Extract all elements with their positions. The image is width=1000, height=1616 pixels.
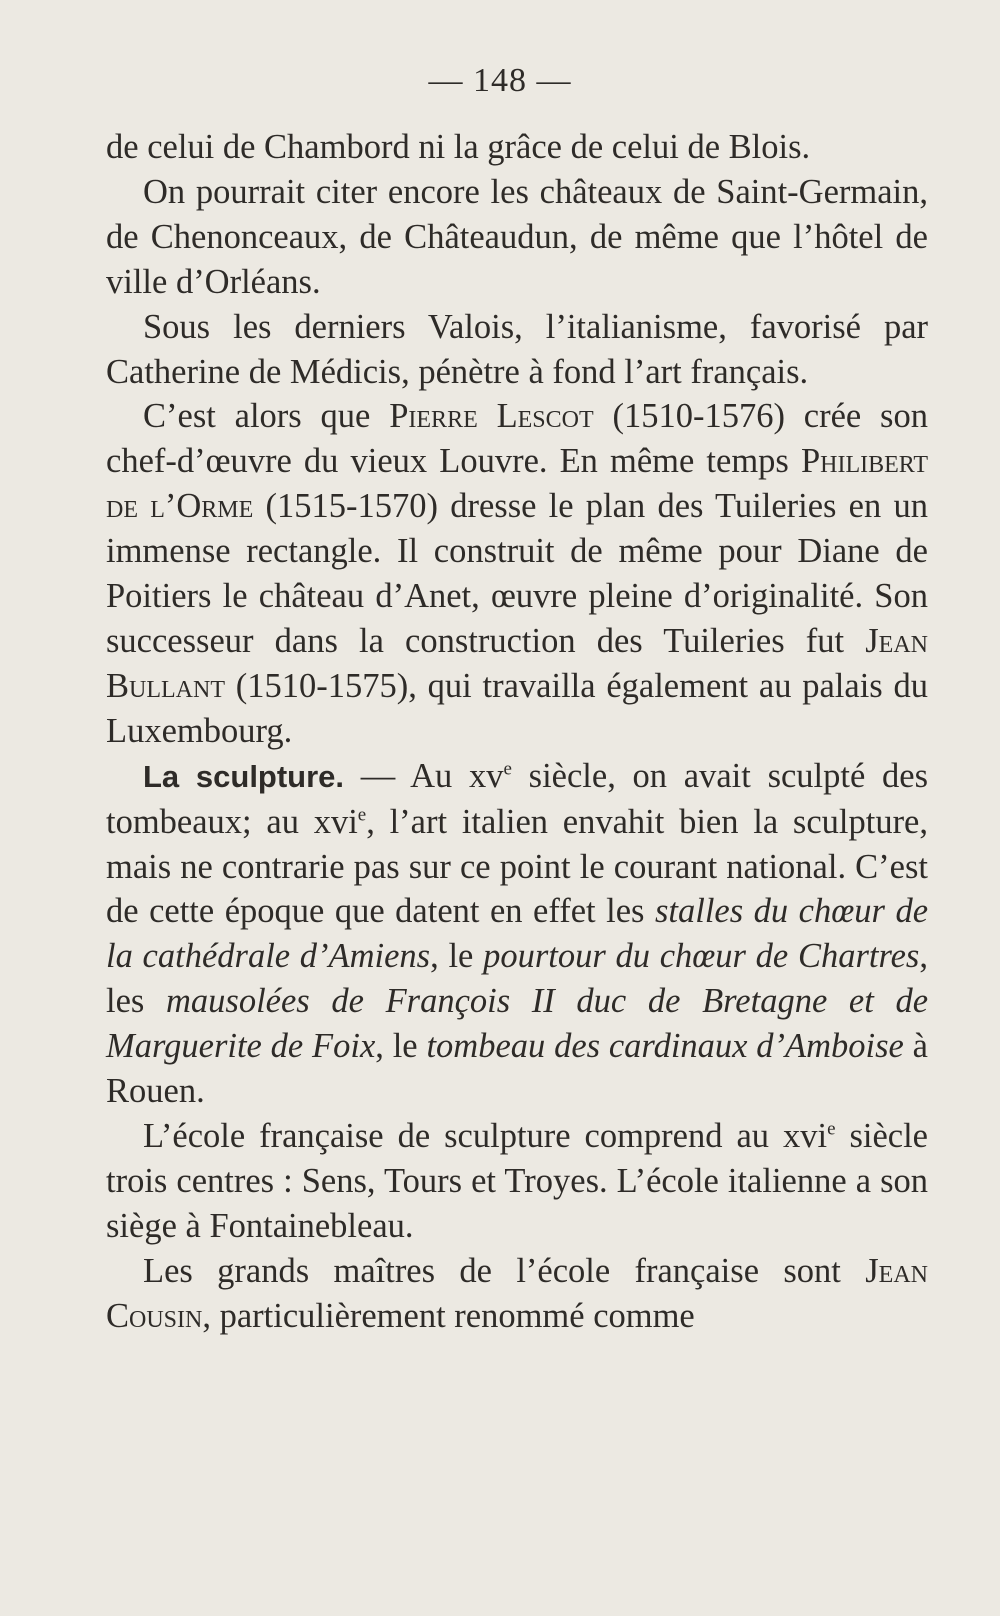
paragraph-continuation: de celui de Chambord ni la grâce de celui de Blois. [106, 128, 811, 166]
paragraph-architects: C’est alors que Pierre Lescot (1510-1576) crée son chef-d’œuvre du vieux Louvre. En même temps Philibert de l’Orme (1515-1570) dresse le plan des Tuileries en un immense rectangle. Il construit de même pour Diane de Poitiers le château d’Anet, œuvre pleine d’originalité. Son successeur dans la construction des Tuileries fut Jean Bullant (1510-1575), qui travailla également au palais du Luxembourg. [106, 397, 928, 750]
name-pierre-lescot: Pierre Lescot [389, 397, 594, 436]
work-stalles-amiens: stalles du chœur de la cathédrale d’Amiens [106, 892, 929, 976]
page-number: — 148 — [428, 62, 572, 99]
name-philibert-de-lorme: Philibert de l’Orme [106, 442, 928, 526]
work-tombeau-amboise: tombeau des cardinaux d’Amboise [426, 1027, 904, 1066]
body-text [106, 125, 928, 1338]
paragraph-ecole-francaise: L’école française de sculpture comprend au xvi$^e$ siècle trois centres : Sens, Tours et Troyes. L’école italienne a son siège à Fontainebleau. [106, 1116, 928, 1245]
section-heading-sculpture: La sculpture. [143, 758, 345, 794]
name-jean-bullant: Jean Bullant [106, 621, 928, 705]
work-pourtour-chartres: pourtour du chœur de Chartres [483, 937, 920, 976]
name-jean-cousin: Jean Cousin [106, 1251, 928, 1335]
paragraph-sculpture: La sculpture. — Au $xv^e$ siècle, on avait sculpté des tombeaux; au xvi$^e$, l’art italien envahit bien la sculpture, mais ne contrarie pas sur ce point le courant national. C’est de cette époque que datent en effet les stalles du chœur de la cathédrale d’Amiens, le pourtour du chœur de Chartres, les mausolées de François II duc de Bretagne et de Marguerite de Foix, le tombeau des cardinaux d’Amboise à Rouen. [106, 756, 929, 1111]
work-mausolees: mausolées de François II duc de Bretagne et de Marguerite de Foix [106, 982, 929, 1066]
paragraph-valois: Sous les derniers Valois, l’italianisme, favorisé par Catherine de Médicis, pénètre à fond l’art français. [106, 307, 928, 391]
paragraph-chateaux: On pourrait citer encore les châteaux de Saint-Germain, de Chenonceaux, de Châteaudun, de même que l’hôtel de ville d’Orléans. [106, 172, 928, 301]
paragraph-grands-maitres: Les grands maîtres de l’école française sont Jean Cousin, particulièrement renommé comme [106, 1251, 928, 1335]
